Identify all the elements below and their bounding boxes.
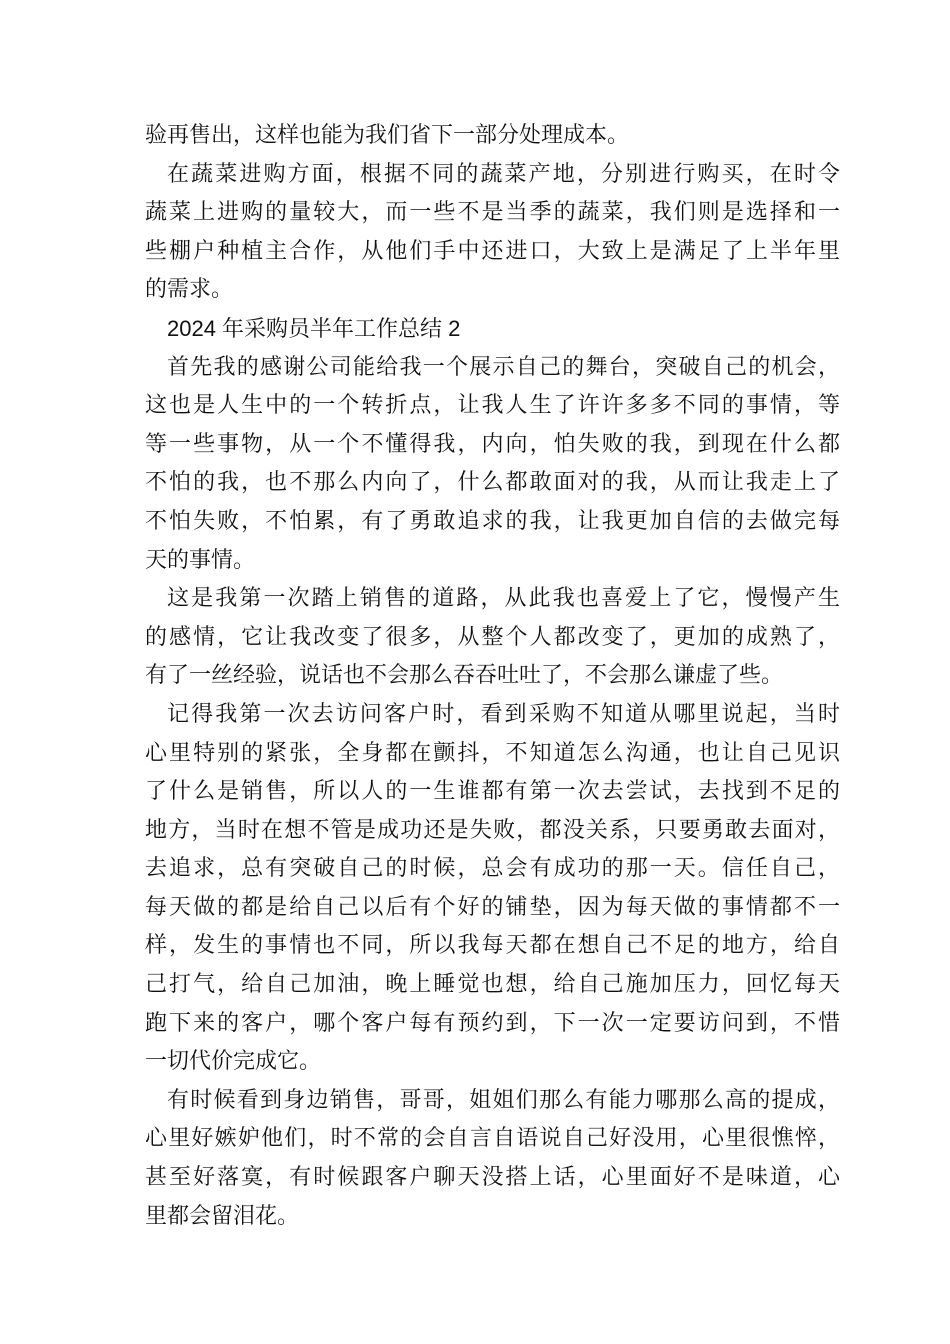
text-line: 首先我的感谢公司能给我一个展示自己的舞台，突破自己的机会， bbox=[167, 354, 840, 380]
text-line: 不怕的我，也不那么内向了，什么都敢面对的我，从而让我走上了 bbox=[145, 470, 840, 496]
text-line: 每天做的都是给自己以后有个好的铺垫，因为每天做的事情都不一 bbox=[145, 894, 840, 920]
paragraph-vegetable-purchasing bbox=[145, 156, 840, 310]
text-line: 些棚户种植主合作，从他们手中还进口，大致上是满足了上半年里 bbox=[145, 238, 840, 264]
text-line: 验再售出，这样也能为我们省下一部分处理成本。 bbox=[145, 123, 630, 148]
text-line: 心里好嫉妒他们，时不常的会自言自语说自己好没用，心里很憔悴， bbox=[145, 1126, 840, 1152]
paragraph-continuation bbox=[145, 117, 840, 156]
text-line: 记得我第一次去访问客户时，看到采购不知道从哪里说起，当时 bbox=[167, 701, 840, 727]
paragraph-first-visit bbox=[145, 696, 840, 1082]
text-line: 一切代价完成它。 bbox=[145, 1049, 322, 1075]
text-line: 这是我第一次踏上销售的道路，从此我也喜爱上了它，慢慢产生 bbox=[167, 586, 840, 612]
text-line: 蔬菜上进购的量较大，而一些不是当季的蔬菜，我们则是选择和一 bbox=[145, 200, 840, 226]
text-line: 在蔬菜进购方面，根据不同的蔬菜产地，分别进行购买，在时令 bbox=[167, 161, 840, 187]
text-line: 这也是人生中的一个转折点，让我人生了许许多多不同的事情，等 bbox=[145, 393, 840, 419]
text-line: 天的事情。 bbox=[145, 547, 256, 573]
text-line: 不怕失败，不怕累，有了勇敢追求的我，让我更加自信的去做完每 bbox=[145, 508, 840, 534]
text-line: 了什么是销售，所以人的一生谁都有第一次去尝试，去找到不足的 bbox=[145, 779, 840, 805]
section-title: 2024 年采购员半年工作总结 2 bbox=[167, 315, 461, 341]
text-line: 样，发生的事情也不同，所以我每天都在想自己不足的地方，给自 bbox=[145, 933, 840, 959]
text-line: 有了一丝经验，说话也不会那么吞吞吐吐了，不会那么谦虚了些。 bbox=[145, 663, 784, 689]
paragraph-envy bbox=[145, 1082, 840, 1236]
text-line: 己打气，给自己加油，晚上睡觉也想，给自己施加压力，回忆每天 bbox=[145, 972, 840, 998]
paragraph-gratitude bbox=[145, 349, 840, 581]
section-heading bbox=[145, 310, 840, 349]
text-line: 心里特别的紧张，全身都在颤抖，不知道怎么沟通，也让自己见识 bbox=[145, 740, 840, 766]
paragraph-first-sales bbox=[145, 580, 840, 696]
text-line: 跑下来的客户，哪个客户每有预约到，下一次一定要访问到，不惜 bbox=[145, 1010, 840, 1036]
text-line: 的感情，它让我改变了很多，从整个人都改变了，更加的成熟了， bbox=[145, 624, 840, 650]
text-line: 的需求。 bbox=[145, 277, 234, 303]
text-line: 里都会留泪花。 bbox=[145, 1203, 300, 1229]
text-line: 地方，当时在想不管是成功还是失败，都没关系，只要勇敢去面对， bbox=[145, 817, 840, 843]
text-line: 甚至好落寞，有时候跟客户聊天没搭上话，心里面好不是味道，心 bbox=[145, 1165, 840, 1191]
text-line: 去追求，总有突破自己的时候，总会有成功的那一天。信任自己， bbox=[145, 856, 840, 882]
text-line: 等一些事物，从一个不懂得我，内向，怕失败的我，到现在什么都 bbox=[145, 431, 840, 457]
document-page bbox=[145, 117, 840, 1236]
text-line: 有时候看到身边销售，哥哥，姐姐们那么有能力哪那么高的提成， bbox=[167, 1087, 840, 1113]
